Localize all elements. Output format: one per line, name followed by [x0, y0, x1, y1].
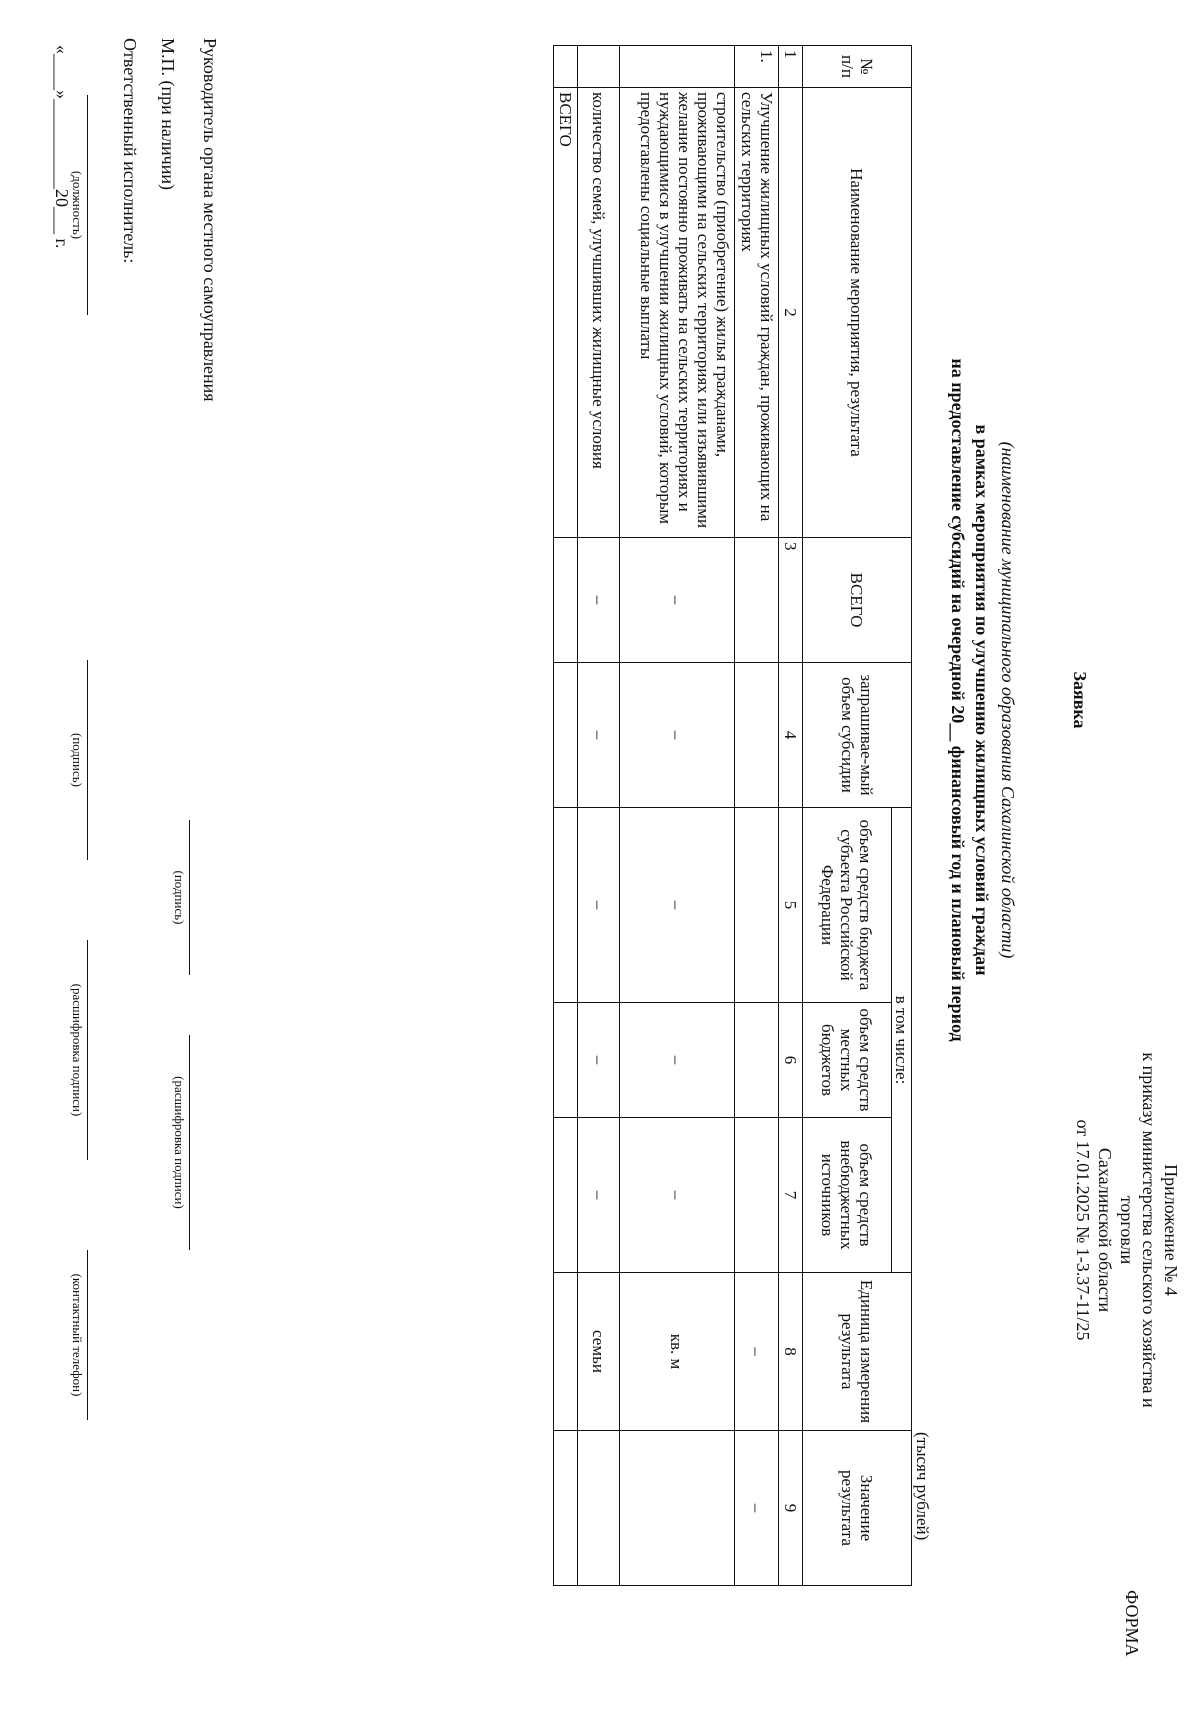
head-signature-line: [189, 820, 190, 975]
head-signature-caption: (подпись): [172, 870, 187, 925]
table-total-row: [554, 46, 578, 1586]
row-name: Улучшение жилищных условий граждан, проживающих на сельских территориях: [735, 88, 779, 538]
total-cell: [554, 663, 578, 808]
header-value: Значение результата: [803, 1431, 912, 1586]
appendix-line-4: Сахалинской области: [1095, 1147, 1115, 1313]
total-label: ВСЕГО: [554, 88, 578, 538]
phone-caption: (контактный телефон): [70, 1273, 85, 1397]
col-number: 6: [779, 1003, 803, 1118]
executor-label: Ответственный исполнитель:: [120, 38, 140, 264]
subtitle-line-2: на предоставление субсидий на очередной 20__ финансовый год и плановый период: [948, 358, 968, 1042]
total-cell: [554, 1003, 578, 1118]
col-number: 5: [779, 808, 803, 1003]
col-number: 1: [779, 46, 803, 88]
table-row-3: [578, 46, 620, 1586]
row-value: [620, 1431, 735, 1586]
row-unit: кв. м: [620, 1273, 735, 1431]
position-caption: (должность): [70, 170, 85, 240]
head-decode-line: [189, 1035, 190, 1250]
municipality-caption: (наименование муниципального образования Сахалинской области): [998, 441, 1018, 959]
row-total: –: [620, 538, 735, 663]
col-number: 7: [779, 1118, 803, 1273]
executor-signature-line: [87, 660, 88, 860]
col-number: 9: [779, 1431, 803, 1586]
row-region: [735, 808, 779, 1003]
total-cell: [554, 538, 578, 663]
request-table: [553, 45, 912, 1586]
table-row-2: [620, 46, 735, 1586]
row-requested: –: [578, 663, 620, 808]
row-unit: –: [735, 1273, 779, 1431]
total-num: [554, 46, 578, 88]
row-name: строительство (приобретение) жилья гражданами, проживающими на сельских территориях или изъявившими желание постоянно проживать на сельских территориях и нуждающимися в улучшении жилищных условий, которым предоставлены социальные выплаты: [620, 88, 735, 538]
header-requested: запрашивае-мый объем субсидии: [803, 663, 912, 808]
row-name: количество семей, улучшивших жилищные условия: [578, 88, 620, 538]
form-label: ФОРМА: [1122, 1590, 1142, 1657]
row-requested: –: [620, 663, 735, 808]
subtitle-line-1: в рамках мероприятия по улучшению жилищных условий граждан: [972, 424, 992, 976]
row-requested: [735, 663, 779, 808]
row-num: 1.: [735, 46, 779, 88]
row-total: [735, 538, 779, 663]
header-row-1: [892, 46, 912, 1586]
row-extra: –: [578, 1118, 620, 1273]
executor-decode-caption: (расшифровка подписи): [70, 983, 85, 1117]
column-number-row: [779, 46, 803, 1586]
head-label: Руководитель органа местного самоуправления: [200, 38, 220, 402]
row-value: [578, 1431, 620, 1586]
header-total: ВСЕГО: [803, 538, 912, 663]
table-row-1: [735, 46, 779, 1586]
row-local: –: [620, 1003, 735, 1118]
row-value: –: [735, 1431, 779, 1586]
total-cell: [554, 1431, 578, 1586]
appendix-line-3: торговли: [1117, 1195, 1137, 1265]
header-name: Наименование мероприятия, результата: [803, 88, 912, 538]
position-line: [87, 95, 88, 315]
total-cell: [554, 1118, 578, 1273]
row-extra: [735, 1118, 779, 1273]
total-cell: [554, 808, 578, 1003]
col-number: 3: [779, 538, 803, 663]
row-num: [578, 46, 620, 88]
phone-line: [87, 1250, 88, 1420]
col-number: 4: [779, 663, 803, 808]
header-local: объем средств местных бюджетов: [803, 1003, 892, 1118]
row-region: –: [620, 808, 735, 1003]
col-number: 2: [779, 88, 803, 538]
row-extra: –: [620, 1118, 735, 1273]
executor-signature-caption: (подпись): [70, 733, 85, 787]
executor-decode-line: [87, 940, 88, 1160]
head-decode-caption: (расшифровка подписи): [172, 1076, 187, 1209]
stamp-label: М.П. (при наличии): [158, 38, 178, 190]
header-num: № п/п: [803, 46, 912, 88]
header-including: в том числе:: [892, 808, 912, 1273]
row-total: –: [578, 538, 620, 663]
total-cell: [554, 1273, 578, 1431]
col-number: 8: [779, 1273, 803, 1431]
appendix-line-1: Приложение № 4: [1161, 1164, 1181, 1296]
row-region: –: [578, 808, 620, 1003]
document-title: Заявка: [1070, 671, 1090, 729]
date-line: «____»__________20___ г.: [52, 45, 72, 249]
appendix-line-5: от 17.01.2025 № 1-3.37-11/25: [1073, 1119, 1093, 1341]
header-unit: Единица измерения результата: [803, 1273, 912, 1431]
units-label: (тысяч рублей): [913, 1432, 932, 1541]
header-region: объем средств бюджета субъекта Российской Федерации: [803, 808, 892, 1003]
row-unit: семьи: [578, 1273, 620, 1431]
header-extra: объем средств внебюджетных источников: [803, 1118, 892, 1273]
appendix-block: [1072, 1030, 1182, 1430]
appendix-line-2: к приказу министерства сельского хозяйства и: [1139, 1052, 1159, 1408]
row-local: –: [578, 1003, 620, 1118]
row-num: [620, 46, 735, 88]
row-local: [735, 1003, 779, 1118]
